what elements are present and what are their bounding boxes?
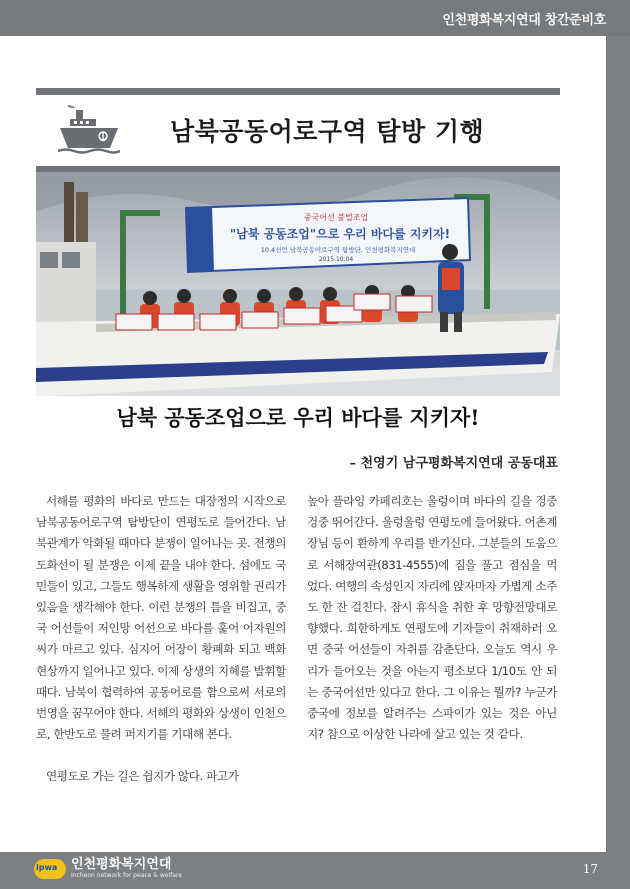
left-paragraph-1: 서해를 평화의 바다로 만드는 대장정의 시작으로 남북공동어로구역 탐방단이 연평도로 들어간다. 남북관계가 악화될 때마다 분쟁이 일어나는 곳. 전쟁의 도화선이 될 분쟁은 이제 끝을 내야 한다. 섬에도 국민들이 있고, 그들도 행복하게 생활을 영위할 권리가 있음을 생각해야 한다. 이런 분쟁의 틈을 비집고, 중국 어선들이 저인망 어선으로 바다를 훑어 어자원의 씨가 마르고 있다. 심지어 어장이 황폐화 되고 백화현상까지 일어나고 있다. 이제 상생의 지혜를 발휘할 때다. 남북이 협력하여 공동어로를 함으로써 서로의 번영을 꿈꾸어야 한다. 서해의 평화와 상생이 인천으로, 한반도로 물려 퍼지기를 기대해 본다. bbox=[36, 494, 286, 742]
footer-org-tagline: Incheon network for peace & welfare bbox=[71, 872, 182, 879]
header-top-rule bbox=[36, 88, 560, 95]
page-number: 17 bbox=[582, 862, 598, 876]
right-side-band bbox=[606, 36, 630, 852]
banner-line3: 10.4선언 남북공동어로구역 탐방단, 인천평화복지연대 bbox=[260, 246, 416, 254]
left-paragraph-2: 연평도로 가는 길은 쉽지가 않다. 파고가 bbox=[46, 769, 239, 784]
banner-line2: "남북 공동조업"으로 우리 바다를 지키자! bbox=[229, 227, 451, 241]
article-headline: 남북공동어로구역 탐방 기행 bbox=[170, 117, 485, 146]
footer-org-name: 인천평화복지연대 bbox=[71, 857, 172, 872]
ship-icon bbox=[58, 104, 120, 156]
article-photo bbox=[36, 172, 560, 396]
article-byline: – 천영기 남구평화복지연대 공동대표 bbox=[349, 456, 558, 471]
banner-line1: 중국어선 불법조업 bbox=[303, 213, 369, 222]
top-header-bar bbox=[0, 0, 630, 36]
banner-date: 2015.10.04 bbox=[318, 256, 354, 263]
article-column-right bbox=[307, 491, 557, 745]
article-column-left bbox=[36, 491, 286, 788]
right-paragraph-1: 높아 플라잉 카페리호는 울렁이며 바다의 길을 겅중겅중 뛰어간다. 울렁울렁 연평도에 들어왔다. 어촌계장님 등이 환하게 우리를 반기신다. 그분들의 도움으로 서해장여관(831-4555)에 짐을 풀고 점심을 먹었다. 여행의 속성인지 자리에 앉자마자 가볍게 소주도 한 잔 걸친다. 잠시 휴식을 취한 후 망향전망대로 향했다. 희한하게도 연평도에 기자들이 취재하러 오면 중국 어선들이 자취를 감춘단다. 오늘도 역시 우리가 들어오는 것을 아는지 평소보다 1/10도 안 되는 중국어선만 있다고 한다. 그 이유는 뭘까? 누군가 중국에 정보를 알려주는 스파이가 있는 것은 아닌지? 참으로 이상한 나라에 살고 있는 것 같다. bbox=[307, 494, 557, 742]
publication-title: 인천평화복지연대 창간준비호 bbox=[442, 13, 606, 28]
article-subtitle: 남북 공동조업으로 우리 바다를 지키자! bbox=[116, 405, 480, 430]
footer-logo bbox=[34, 858, 182, 879]
org-logo-icon: ipwa bbox=[34, 859, 66, 879]
